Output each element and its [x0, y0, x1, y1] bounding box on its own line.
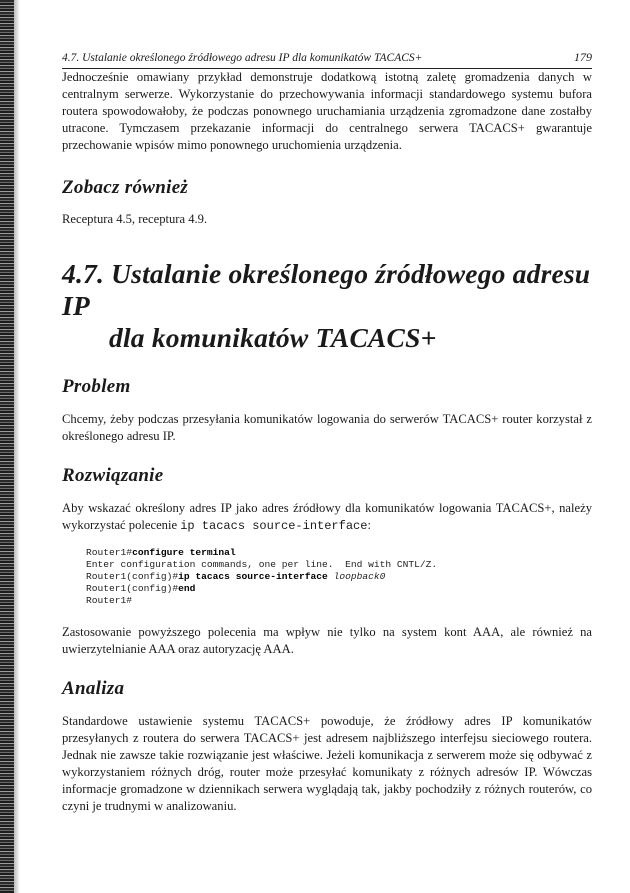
code-line-5 [86, 595, 132, 606]
solution-heading: Rozwiązanie [62, 465, 164, 486]
solution-text [62, 500, 592, 535]
page-number: 179 [574, 50, 592, 64]
code-prompt: Router1# [86, 595, 133, 606]
problem-heading: Problem [62, 376, 131, 397]
code-prompt: Router1(config)# [86, 571, 179, 582]
inline-command: ip tacacs source-interface [180, 519, 368, 533]
code-prompt: Router1# [86, 547, 133, 558]
code-command: ip tacacs source-interface [178, 571, 328, 582]
chapter-title-line1: 4.7. Ustalanie określonego źródłowego adresu IP [62, 258, 591, 321]
chapter-title-line2: dla komunikatów TACACS+ [109, 322, 437, 353]
analysis-text: Standardowe ustawienie systemu TACACS+ powoduje, że źródłowy adres IP komunikatów przesyłanych z routera do serwera TACACS+ jest adresem najbliższego interfejsu sieciowego routera. Jednak nie zawsze takie rozwiązanie jest właściwe. Jeżeli komunikacja z serwerem może się odbywać z wykorzystaniem różnych dróg, router może przesyłać komunikaty z różnych adresów IP. Wówczas informacje gromadzone w dziennikach serwera wyglądają tak, jakby pochodziły z różnych routerów, co czyni je trudnymi w analizowaniu. [62, 714, 592, 813]
code-line-2 [86, 559, 437, 570]
binding-shadow [14, 0, 20, 893]
code-listing [62, 547, 592, 607]
code-prompt: Router1(config)# [86, 583, 179, 594]
problem-text: Chcemy, żeby podczas przesyłania komunikatów logowania do serwerów TACACS+ router korzystał z określonego adresu IP. [62, 412, 592, 443]
code-command: configure terminal [132, 547, 236, 558]
code-line-4 [86, 583, 195, 594]
running-head [62, 50, 592, 69]
analysis-heading: Analiza [62, 678, 125, 699]
code-line-1 [86, 547, 236, 558]
after-code-text: Zastosowanie powyższego polecenia ma wpływ nie tylko na system kont AAA, ale również na uwierzytelnianie AAA oraz autoryzację AAA. [62, 625, 592, 656]
binding-edge [0, 0, 14, 893]
code-argument: loopback0 [333, 571, 386, 582]
running-head-title: 4.7. Ustalanie określonego źródłowego adresu IP dla komunikatów TACACS+ [62, 52, 423, 64]
see-also-heading: Zobacz również [62, 177, 189, 198]
see-also-text: Receptura 4.5, receptura 4.9. [62, 212, 208, 226]
intro-paragraph: Jednocześnie omawiany przykład demonstruje dodatkową istotną zaletę gromadzenia danych w centralnym serwerze. Wykorzystanie do przechowywania informacji standardowego systemu bufora routera spowodowałoby, że podczas ponownego uruchamiania urządzenia zgromadzone dane zostałby utracone. Tymczasem przekazanie informacji do centralnego serwera TACACS+ gwarantuje przechowanie wpisów mimo ponownego uruchomienia urządzenia. [62, 70, 592, 152]
solution-text-after: : [367, 518, 371, 532]
code-line-3 [86, 571, 385, 582]
solution-text-before: Aby wskazać określony adres IP jako adres źródłowy dla komunikatów logowania TACACS+, należy wykorzystać polecenie [62, 501, 592, 532]
chapter-title [62, 258, 592, 354]
book-page [62, 50, 592, 815]
code-command: end [178, 583, 196, 594]
code-output: Enter configuration commands, one per line. End with CNTL/Z. [86, 559, 438, 570]
